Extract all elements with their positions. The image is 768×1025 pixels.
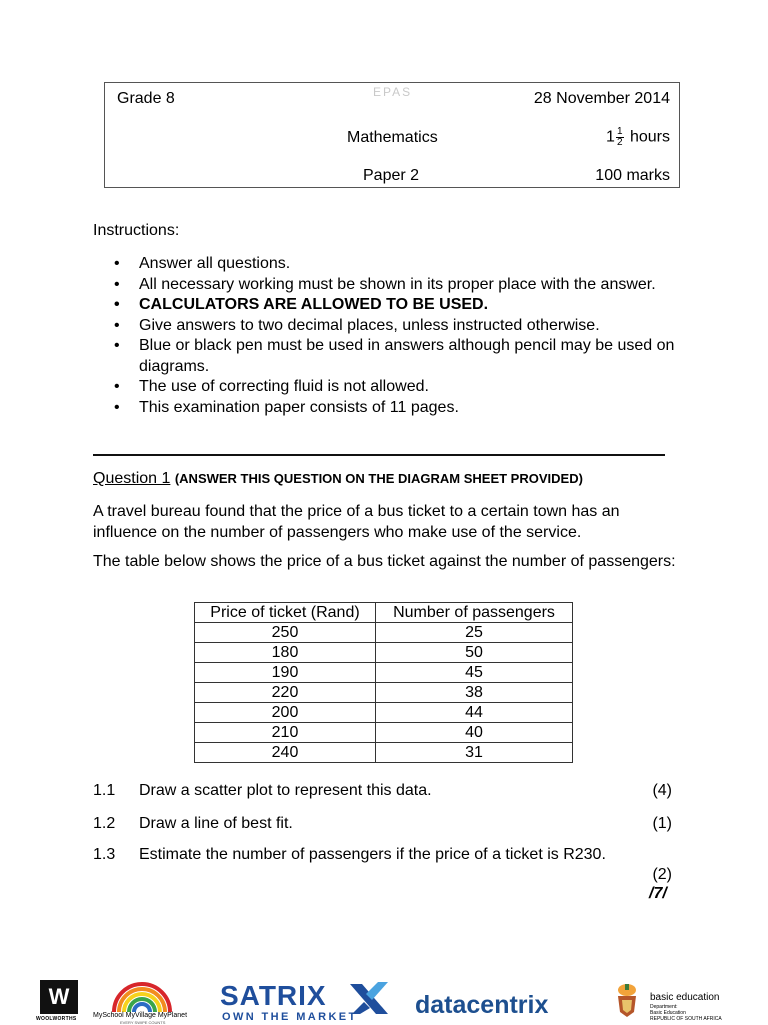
price-passenger-table — [194, 602, 573, 763]
subquestion-marks: (1) — [652, 815, 672, 832]
paper-label: Paper 2 — [363, 167, 420, 184]
table-cell: 210 — [195, 723, 376, 743]
subquestion-number: 1.2 — [93, 815, 116, 832]
table-cell: 240 — [195, 743, 376, 763]
question-1-paragraph-1: A travel bureau found that the price of a bus ticket to a certain town has an influence on the number of passengers who make use of the service. — [93, 503, 620, 541]
question-1-title — [93, 469, 583, 489]
table-header-price: Price of ticket (Rand) — [195, 603, 376, 623]
table-cell: 44 — [376, 703, 573, 723]
question-1-total: /7/ — [649, 885, 667, 902]
dbe-country: REPUBLIC OF SOUTH AFRICA — [650, 1016, 722, 1022]
table-header-row — [195, 603, 573, 623]
woolworths-logo — [40, 980, 78, 1014]
table-cell: 200 — [195, 703, 376, 723]
subquestion-marks: (4) — [652, 782, 672, 799]
instruction-item: • CALCULATORS ARE ALLOWED TO BE USED. — [112, 295, 682, 316]
instruction-item: • All necessary working must be shown in its proper place with the answer. — [112, 275, 682, 296]
instructions-heading: Instructions: — [93, 222, 180, 239]
duration-denominator: 2 — [616, 137, 623, 148]
table-row — [195, 703, 573, 723]
question-1-paragraph-2: The table below shows the price of a bus ticket against the number of passengers: — [93, 553, 676, 570]
instruction-item: • This examination paper consists of 11 pages. — [112, 398, 682, 419]
datacentrix-logo: datacentrix — [415, 991, 549, 1019]
table-cell: 50 — [376, 643, 573, 663]
table-cell: 220 — [195, 683, 376, 703]
dbe-name: basic education — [650, 992, 720, 1003]
table-row — [195, 683, 573, 703]
total-marks: 100 marks — [595, 167, 670, 184]
myschool-subcaption: EVERY SWIPE COUNTS — [120, 1020, 166, 1025]
subquestion-number: 1.1 — [93, 782, 116, 799]
question-1-subtitle: (ANSWER THIS QUESTION ON THE DIAGRAM SHEET PROVIDED) — [174, 471, 583, 486]
subject-label: Mathematics — [347, 129, 438, 146]
question-1-label: Question 1 — [93, 470, 171, 487]
table-cell: 190 — [195, 663, 376, 683]
duration-fraction — [616, 127, 624, 148]
sponsor-logos — [0, 974, 768, 1024]
table-cell: 180 — [195, 643, 376, 663]
exam-date: 28 November 2014 — [533, 90, 670, 107]
faint-watermark: EPAS — [373, 85, 413, 99]
subquestion-marks: (2) — [652, 866, 672, 883]
duration-unit: hours — [629, 128, 670, 146]
subquestion-1-3 — [0, 845, 768, 887]
dbe-department: Department: — [650, 1004, 678, 1010]
woolworths-letter: W — [48, 984, 70, 1009]
grade-label: Grade 8 — [117, 90, 175, 107]
coat-of-arms-icon — [612, 982, 642, 1018]
table-row — [195, 643, 573, 663]
instruction-item: • The use of correcting fluid is not allowed. — [112, 377, 682, 398]
subquestion-text: Estimate the number of passengers if the price of a ticket is R230. — [139, 846, 606, 863]
satrix-tagline: OWN THE MARKET — [222, 1011, 358, 1023]
table-cell: 40 — [376, 723, 573, 743]
duration-label — [606, 127, 670, 148]
instructions-list — [112, 254, 682, 418]
table-row — [195, 723, 573, 743]
duration-numerator: 1 — [616, 126, 623, 137]
duration-whole: 1 — [606, 128, 615, 146]
table-row — [195, 743, 573, 763]
table-row — [195, 623, 573, 643]
table-cell: 250 — [195, 623, 376, 643]
subquestion-number: 1.3 — [93, 846, 116, 863]
satrix-logo: SATRIX — [220, 980, 327, 1011]
subquestion-text: Draw a line of best fit. — [139, 815, 293, 832]
subquestion-text: Draw a scatter plot to represent this data. — [139, 782, 432, 799]
dbe-department-name: Basic Education — [650, 1010, 686, 1016]
subquestion-1-1 — [0, 781, 768, 803]
table-row — [195, 663, 573, 683]
table-cell: 31 — [376, 743, 573, 763]
myschool-caption: MySchool MyVillage MyPlanet — [93, 1012, 188, 1019]
instruction-item: • Blue or black pen must be used in answers although pencil may be used on diagrams. — [112, 336, 682, 377]
exam-header-box — [104, 82, 680, 188]
section-divider — [93, 454, 665, 456]
table-cell: 38 — [376, 683, 573, 703]
instruction-item: • Answer all questions. — [112, 254, 682, 275]
instruction-item: • Give answers to two decimal places, unless instructed otherwise. — [112, 316, 682, 337]
woolworths-name: WOOLWORTHS — [36, 1016, 77, 1022]
subquestion-1-2 — [0, 814, 768, 836]
table-cell: 25 — [376, 623, 573, 643]
myschool-rainbow-icon — [110, 980, 174, 1014]
table-cell: 45 — [376, 663, 573, 683]
table-header-passengers: Number of passengers — [376, 603, 573, 623]
